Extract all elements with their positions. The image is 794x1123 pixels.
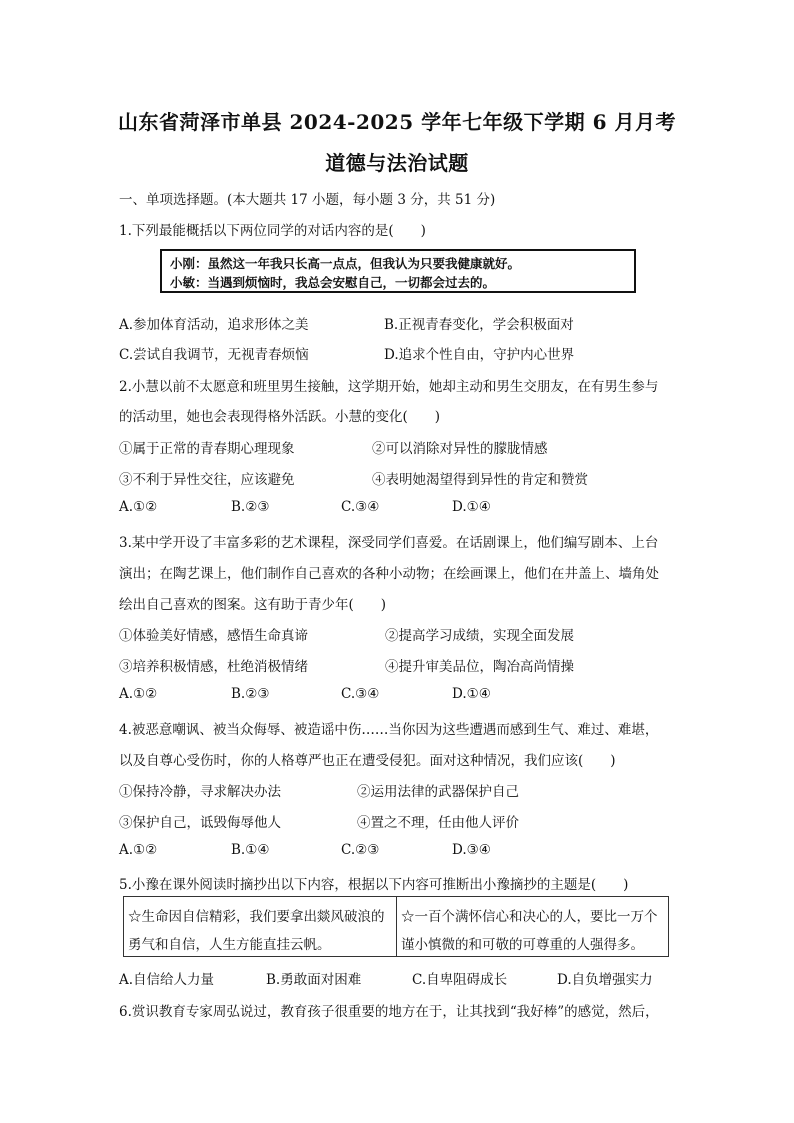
q4-stem-line: 4.被恶意嘲讽、被当众侮辱、被造谣中伤……当你因为这些遭遇而感到生气、难过、难堪， [119, 722, 659, 738]
q1-option-b[interactable]: B.正视青春变化，学会积极面对 [384, 317, 574, 333]
q3-stem-line: 3.某中学开设了丰富多彩的艺术课程，深受同学们喜爱。在话剧课上，他们编写剧本、上台 [119, 535, 659, 551]
q5-quote-table [123, 896, 669, 957]
q4-item-3: ③保护自己，诋毁侮辱他人 [119, 815, 281, 831]
section-heading: 一、单项选择题。(本大题共 17 小题，每小题 3 分，共 51 分) [119, 192, 496, 208]
q1-option-c[interactable]: C.尝试自我调节，无视青春烦恼 [119, 347, 309, 363]
q2-item-1: ①属于正常的青春期心理现象 [119, 441, 295, 457]
q3-option-c[interactable]: C.③④ [341, 686, 380, 702]
q3-item-4: ④提升审美品位，陶冶高尚情操 [385, 659, 574, 675]
q4-item-1: ①保持冷静，寻求解决办法 [119, 784, 281, 800]
q3-option-a[interactable]: A.①② [119, 686, 158, 702]
q3-item-3: ③培养积极情感，杜绝消极情绪 [119, 659, 308, 675]
q3-option-d[interactable]: D.①④ [452, 686, 491, 702]
q2-option-b[interactable]: B.②③ [231, 499, 270, 515]
q3-stem-line: 绘出自己喜欢的图案。这有助于青少年( ) [119, 597, 387, 613]
q3-item-2: ②提高学习成绩，实现全面发展 [385, 628, 574, 644]
q2-item-4: ④表明她渴望得到异性的肯定和赞赏 [372, 472, 588, 488]
q5-quote-line: ☆一百个满怀信心和决心的人，要比一万个 [401, 909, 658, 925]
q2-option-c[interactable]: C.③④ [341, 499, 380, 515]
q1-option-a[interactable]: A.参加体育活动，追求形体之美 [119, 317, 309, 333]
q4-option-d[interactable]: D.③④ [452, 842, 491, 858]
q4-option-b[interactable]: B.①④ [231, 842, 270, 858]
q2-stem-line: 2.小慧以前不太愿意和班里男生接触，这学期开始，她却主动和男生交朋友，在有男生参与 [119, 379, 659, 395]
q5-option-c[interactable]: C.自卑阻碍成长 [412, 972, 508, 988]
q5-quote-left [124, 897, 397, 956]
q5-option-a[interactable]: A.自信给人力量 [119, 972, 215, 988]
q5-stem: 5.小豫在课外阅读时摘抄出以下内容，根据以下内容可推断出小豫摘抄的主题是( ) [119, 877, 629, 893]
q6-stem-line: 6.赏识教育专家周弘说过，教育孩子很重要的地方在于，让其找到“我好棒”的感觉，然后， [119, 1004, 659, 1020]
q1-dialog-box [160, 249, 636, 293]
q4-stem-line: 以及自尊心受伤时，你的人格尊严也正在遭受侵犯。面对这种情况，我们应该( ) [119, 753, 616, 769]
q3-stem-line: 演出；在陶艺课上，他们制作自己喜欢的各种小动物；在绘画课上，他们在井盖上、墙角处 [119, 566, 659, 582]
q1-option-d[interactable]: D.追求个性自由，守护内心世界 [384, 347, 575, 363]
q1-dialog-line: 小刚：虽然这一年我只长高一点点，但我认为只要我健康就好。 [170, 256, 521, 271]
q3-item-1: ①体验美好情感，感悟生命真谛 [119, 628, 308, 644]
q2-option-d[interactable]: D.①④ [452, 499, 491, 515]
q4-option-c[interactable]: C.②③ [341, 842, 380, 858]
q3-option-b[interactable]: B.②③ [231, 686, 270, 702]
q2-item-2: ②可以消除对异性的朦胧情感 [372, 441, 548, 457]
q2-stem-line: 的活动里，她也会表现得格外活跃。小慧的变化( ) [119, 409, 441, 425]
q4-option-a[interactable]: A.①② [119, 842, 158, 858]
q2-item-3: ③不利于异性交往，应该避免 [119, 472, 295, 488]
exam-subtitle: 道德与法治试题 [325, 151, 469, 175]
q2-option-a[interactable]: A.①② [119, 499, 158, 515]
q4-item-2: ②运用法律的武器保护自己 [357, 784, 519, 800]
q5-option-b[interactable]: B.勇敢面对困难 [266, 972, 362, 988]
exam-title: 山东省菏泽市单县 2024-2025 学年七年级下学期 6 月月考 [118, 110, 676, 134]
q5-quote-right [397, 897, 668, 956]
q5-quote-line: 谨小慎微的和可敬的可尊重的人强得多。 [401, 937, 644, 953]
q1-stem: 1.下列最能概括以下两位同学的对话内容的是( ) [119, 223, 426, 239]
q4-item-4: ④置之不理，任由他人评价 [357, 815, 519, 831]
q5-option-d[interactable]: D.自负增强实力 [557, 972, 653, 988]
q5-quote-line: 勇气和自信，人生方能直挂云帆。 [128, 937, 331, 953]
q1-dialog-line: 小敏：当遇到烦恼时，我总会安慰自己，一切都会过去的。 [170, 275, 496, 290]
q5-quote-line: ☆生命因自信精彩，我们要拿出燚风破浪的 [128, 909, 385, 925]
